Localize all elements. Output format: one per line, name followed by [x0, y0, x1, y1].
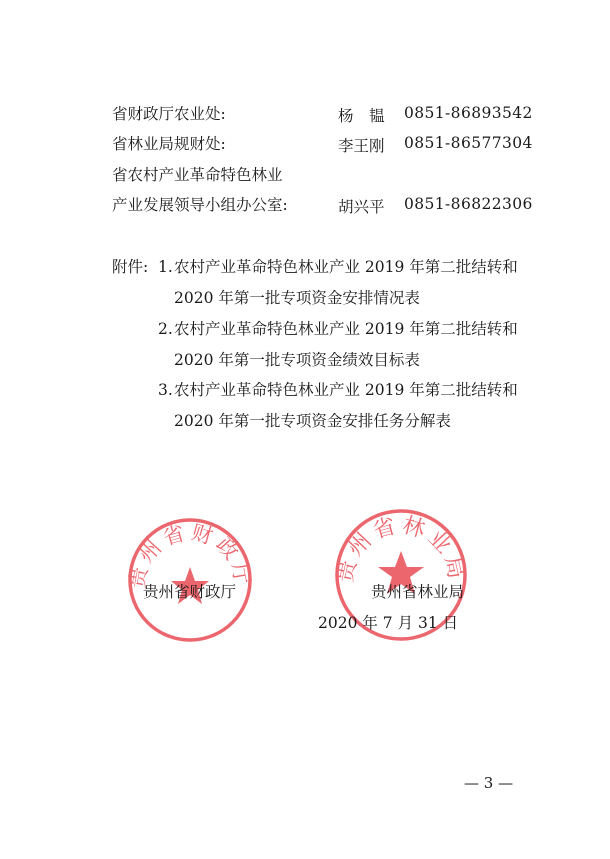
attachment-number: 2. — [158, 320, 173, 338]
attachment-title-line: 农村产业革命特色林业产业 2019 年第二批结转和 — [174, 320, 518, 338]
attachment-title-line: 农村产业革命特色林业产业 2019 年第二批结转和 — [174, 258, 518, 276]
page-number: — 3 — — [464, 774, 514, 792]
contact-phone: 0851-86577304 — [404, 134, 533, 152]
attachment-label: 附件: — [112, 258, 149, 276]
contact-name: 李王刚 — [338, 137, 385, 155]
contact-phone: 0851-86893542 — [404, 104, 533, 122]
attachment-title-line: 2020 年第一批专项资金安排情况表 — [174, 289, 420, 307]
contact-dept: 产业发展领导小组办公室: — [112, 196, 288, 214]
signing-date: 2020 年 7 月 31 日 — [318, 614, 459, 632]
finance-department-seal — [125, 515, 255, 645]
contact-dept: 省林业局规财处: — [112, 135, 226, 153]
contact-dept: 省财政厅农业处: — [112, 105, 226, 123]
contact-name: 杨 韫 — [338, 107, 385, 125]
attachment-title-line: 2020 年第一批专项资金绩效目标表 — [174, 351, 420, 369]
contact-dept: 省农村产业革命特色林业 — [112, 166, 283, 184]
attachment-number: 1. — [158, 258, 173, 276]
attachment-title-line: 2020 年第一批专项资金安排任务分解表 — [174, 412, 451, 430]
attachment-number: 3. — [158, 381, 173, 399]
seal-text: 贵州省林业局 — [332, 512, 470, 585]
contact-phone: 0851-86822306 — [404, 195, 533, 213]
seal-text: 贵州省财政厅 — [125, 520, 255, 591]
contact-name: 胡兴平 — [338, 198, 385, 216]
attachment-title-line: 农村产业革命特色林业产业 2019 年第二批结转和 — [174, 381, 518, 399]
right-signing-org: 贵州省林业局 — [371, 583, 465, 601]
left-signing-org: 贵州省财政厅 — [143, 583, 237, 601]
